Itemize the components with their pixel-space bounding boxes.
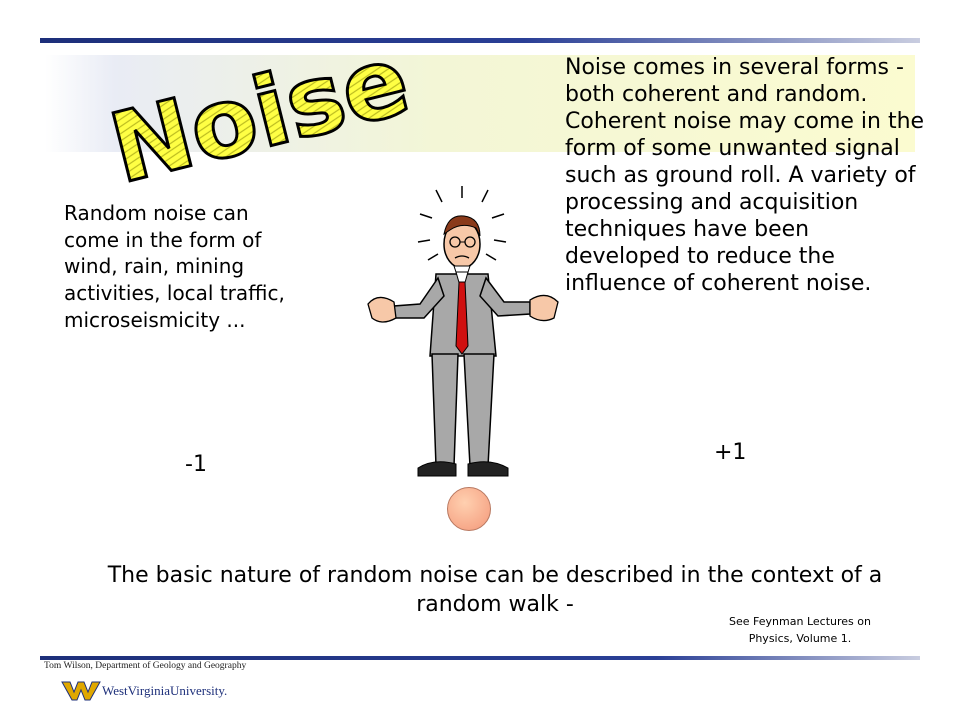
random-walk-statement: The basic nature of random noise can be described in the context of a random walk - (107, 563, 883, 617)
bottom-rule (40, 656, 920, 660)
university-name: WestVirginiaUniversity. (102, 683, 228, 698)
page-title: Noise (99, 23, 420, 206)
footer-credit: Tom Wilson, Department of Geology and Geography (44, 661, 247, 671)
wv-flying-logo-icon (62, 682, 100, 700)
left-step-marker: -1 (185, 452, 207, 477)
right-step-marker: +1 (714, 440, 747, 465)
confused-man-illustration (358, 186, 568, 486)
random-noise-paragraph: Random noise can come in the form of wind, rain, mining activities, local traffic, microseismicity ... (64, 201, 285, 332)
feynman-reference: See Feynman Lectures on Physics, Volume 1. (729, 615, 871, 645)
wvu-logo (60, 678, 228, 702)
title-wordart (99, 14, 420, 206)
coherent-noise-paragraph: Noise comes in several forms - both coherent and random. Coherent noise may come in the form of some unwanted signal such as ground roll. A variety of processing and acquisition techniques have been developed to reduce the influence of coherent noise. (565, 55, 925, 296)
random-walk-ball (447, 487, 491, 531)
